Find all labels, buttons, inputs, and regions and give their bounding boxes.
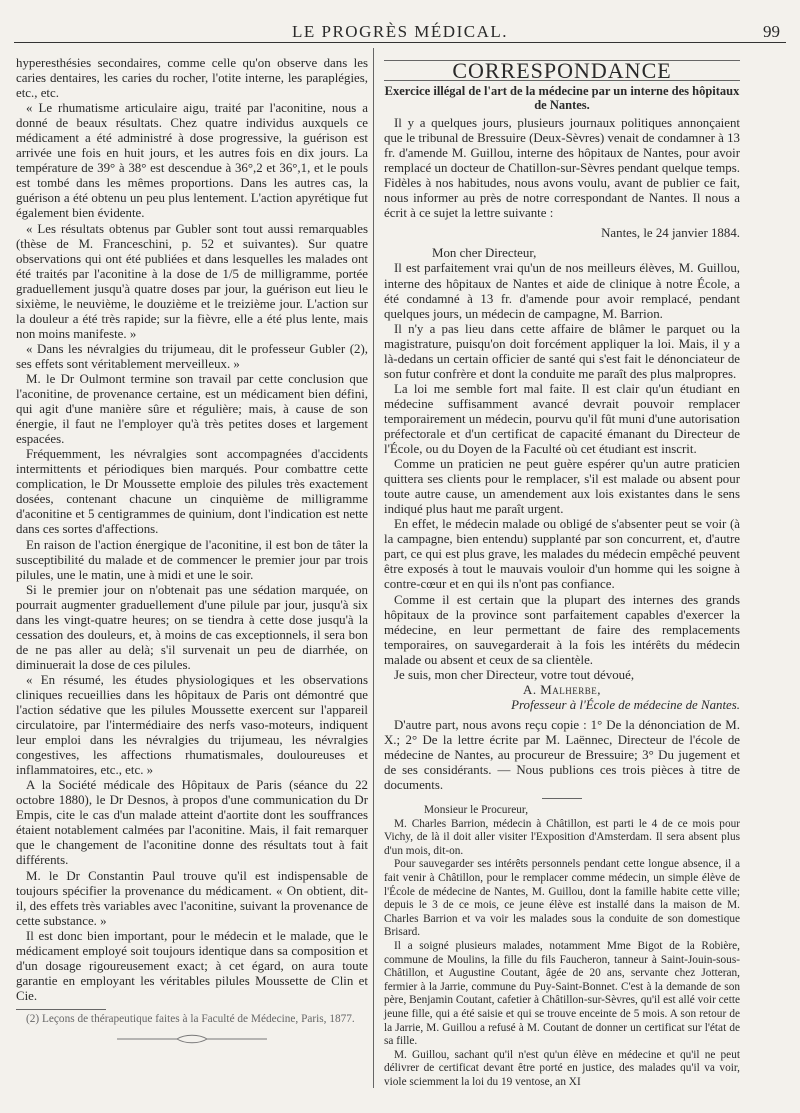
paragraph: Il est parfaitement vrai qu'un de nos meilleurs élèves, M. Guillou, interne des hôpitaux de Nantes et aide de clinique à notre École, a été condamné à 13 fr. d'amende pour avoir remplacé, pendant quelques jours, un médecin de campagne, M. Barrion. (384, 261, 740, 321)
paragraph: D'autre part, nous avons reçu copie : 1° De la dénonciation de M. X.; 2° De la lettre écrite par M. Laënnec, Directeur de l'école de médecine de Nantes, au procureur de Bressuire; 3° Du jugement et de ses considérants. — Nous publions ces trois pièces à titre de documents. (384, 717, 740, 793)
footnote: (2) Leçons de thérapeutique faites à la Faculté de Médecine, Paris, 1877. (26, 1012, 355, 1025)
paragraph: En raison de l'action énergique de l'aconitine, il est bon de tâter la susceptibilité du malade et de commencer le premier jour par trois pilules, une le matin, une à midi et une le soir. (16, 537, 368, 582)
footnote-rule (16, 1009, 106, 1010)
letter-date: Nantes, le 24 janvier 1884. (601, 226, 740, 241)
paragraph: M. le Dr Oulmont termine son travail par cette conclusion que l'aconitine, de provenance certaine, est un médicament bien défini, qui agit d'une manière sûre et régulière; mais, à cause de son énergie, il faut ne l'employer qu'à très petites doses et largement espacées. (16, 371, 368, 447)
column-divider (373, 48, 374, 1088)
right-column (384, 60, 740, 1090)
paragraph: Fréquemment, les névralgies sont accompagnées d'accidents intermittents et périodiques bien marqués. Pour combattre cette complication, le Dr Moussette emploie des pilules très exactement dosées, contenant chacune un cinquième de milligramme d'aconitine et 5 centigrammes de quinium, dont l'indication est nette dans ces sortes d'affections. (16, 447, 368, 537)
section-title: CORRESPONDANCE (384, 60, 740, 81)
letter-salutation: Mon cher Directeur, (432, 246, 537, 261)
paragraph: Pour sauvegarder ses intérêts personnels pendant cette longue absence, il a fait venir à Châtillon, pour le remplacer comme médecin, un simple élève de l'École de médecine de Nantes, M. Guillou, dont la famille habite cette ville; depuis le 3 de ce mois, ce jeune élève est installé dans la maison de M. Charles Barrion et va voir les malades sous la conduite de son domestique Brisard. (384, 858, 740, 939)
paragraph: La loi me semble fort mal faite. Il est clair qu'un étudiant en médecine suffisamment avancé devrait pouvoir remplacer temporairement un médecin, pourvu qu'il fût muni d'une autorisation préfectorale et d'un certificat de capacité émanant du Directeur de l'École, ou du Doyen de la Faculté où cet étudiant est inscrit. (384, 381, 740, 457)
paragraph: M. Charles Barrion, médecin à Châtillon, est parti le 4 de ce mois pour Vichy, de là il doit aller visiter l'Exposition d'Amsterdam. Il sera absent plus d'un mois, dit-on. (384, 817, 740, 857)
paragraph: hyperesthésies secondaires, comme celle qu'on observe dans les caries dentaires, les caries du rocher, l'otite interne, les paraplégies, etc., etc. (16, 56, 368, 101)
page-number: 99 (763, 22, 780, 41)
journal-title: LE PROGRÈS MÉDICAL. (292, 22, 508, 41)
header-rule (14, 42, 786, 43)
paragraph: « Les résultats obtenus par Gubler sont tout aussi remarquables (thèse de M. Franceschini, p. 52 et suivantes). Sur quatre observations qui ont été publiées et dans lesquelles les malades ont été traités par l'aconitine à la dose de 1/5 de milligramme, portée graduellement jusqu'à quatre doses par jour, la guérison eut lieu le sixième, le neuvième, le douzième et le treizième jour. L'action sur la douleur a été très rapide; sur la fièvre, elle a été plus lente, mais non moins manifeste. » (16, 221, 368, 341)
paragraph: En effet, le médecin malade ou obligé de s'absenter peut se voir (à la campagne, bien entendu) supplanté par son concurrent, et, d'autre part, ce qui est plus grave, les malades du médecin empêché peuvent être exposés à tout le mauvais vouloir d'un homme qui les soigne à contre-cœur et en qui ils n'ont pas confiance. (384, 517, 740, 592)
paragraph: Si le premier jour on n'obtenait pas une sédation marquée, on pourrait augmenter graduellement d'une pilule par jour, jusqu'à six dans les vingt-quatre heures; on se tiendra à cette dose jusqu'à la cessation des douleurs, et, à moins de cas exceptionnels, il sera bon de ne pas aller au delà; s'il survenait un peu de diarrhée, on diminuerait la dose de ces pilules. (16, 582, 368, 672)
paragraph: M. Guillou, sachant qu'il n'est qu'un élève en médecine et qu'il ne peut délivrer de certificat devant être porté en justice, des malades qu'il va voir, viole sciemment la loi du 19 ventose, an XI (384, 1048, 740, 1088)
paragraph: A la Société médicale des Hôpitaux de Paris (séance du 22 octobre 1880), le Dr Desnos, à propos d'une communication du Dr Empis, cite le cas d'un malade atteint d'aortite dont les souffrances étaient notablement calmées par l'aconitine. Mais, il fait remarquer que le changement de l'aconitine donne des résultats tout à fait différents. (16, 778, 368, 868)
paragraph: « En résumé, les études physiologiques et les observations cliniques recueillies dans les hôpitaux de Paris ont démontré que l'action sédative que les pilules Moussette exercent sur l'appareil circulatoire, par l'intermédiaire des nerfs vaso-moteurs, indiquent leur emploi dans les névralgies du trijumeau, les névralgies congestives, les affections rhumatismales, douloureuses et inflammatoires, etc., etc. » (16, 672, 368, 778)
signature: A. Malherbe, (523, 682, 601, 697)
ornament-divider (16, 1033, 368, 1045)
paragraph: Comme il est certain que la plupart des internes des grands hôpitaux de la province sont parfaitement capables d'exercer la médecine, en leur permettant de faire des remplacements temporaires, on sauvegarderait à la fois les intérêts du médecin malade ou absent et ceux de sa clientèle. (384, 592, 740, 667)
letter-closing: Je suis, mon cher Directeur, votre tout dévoué, (394, 667, 635, 682)
article-subtitle: Exercice illégal de l'art de la médecine par un interne des hôpitaux de Nantes. (384, 84, 740, 113)
paragraph: Il n'y a pas lieu dans cette affaire de blâmer le parquet ou la magistrature, puisqu'on doit forcément appliquer la loi. Mais, il y a là-dedans un certain officier de santé qui s'est fait le dénonciateur de son futur confrère et dont la conduite me paraît des plus malpropres. (384, 321, 740, 381)
paragraph: « Le rhumatisme articulaire aigu, traité par l'aconitine, nous a donné de beaux résultats. Chez quatre individus auxquels ce médicament a été administré à dose progressive, la guérison est arrivée une fois en huit jours, et les autres fois en dix jours. La température de 39° à 38° est descendue à 36°,2 et 36°,1, et le pouls est tombé dans les mêmes proportions. Dans les autres cas, la guérison a été obtenu un peu plus lentement. L'action apyrétique fut également bien évidente. (16, 101, 368, 221)
left-column (16, 56, 368, 1045)
section-rule (542, 798, 582, 799)
paragraph: Il y a quelques jours, plusieurs journaux politiques annonçaient que le tribunal de Bressuire (Deux-Sèvres) venait de condamner à 13 fr. d'amende M. Guillou, interne des hôpitaux de Nantes, pour avoir remplacé un docteur de Chatillon-sur-Sèvres pendant quelque temps. Fidèles à nos habitudes, nous avons voulu, avant de publier ce fait, nous informer au près de notre correspondant de Nantes. Il nous a écrit à ce sujet la lettre suivante : (384, 116, 740, 221)
page-header (0, 0, 800, 46)
signature-title: Professeur à l'École de médecine de Nantes. (511, 697, 740, 712)
paragraph: Comme un praticien ne peut guère espérer qu'un autre praticien quittera ses clients pour le remplacer, s'il est malade ou absent pour toute autre cause, un amendement aux lois existantes dans le sens indiqué plus haut me paraît urgent. (384, 457, 740, 517)
paragraph: Il est donc bien important, pour le médecin et le malade, que le médicament employé soit toujours identique dans sa composition et d'un dosage rigoureusement exact; à cet égard, on aura toute garantie en employant les véritables pilules Moussette de Clin et Cie. (16, 928, 368, 1003)
paragraph: M. le Dr Constantin Paul trouve qu'il est indispensable de toujours spécifier la provenance du médicament. « On obtient, dit-il, des effets très variables avec l'aconitine, suivant la provenance de cette substance. » (16, 868, 368, 928)
paragraph: « Dans les névralgies du trijumeau, dit le professeur Gubler (2), ses effets sont véritablement merveilleux. » (16, 341, 368, 371)
paragraph: Il a soigné plusieurs malades, notamment Mme Bigot de la Robière, commune de Moulins, la fille du fils Faucheron, tanneur à Saint-Jouin-sous-Châtillon, et Augustine Coutant, âgée de 20 ans, servante chez Jotteran, fermier à la Jarrie, commune du Puy-Saint-Bonnet. C'est à la demande de son père, Benjamin Coutant, cafetier à Châtillon-sur-Sèvres, qu'il est allé voir cette jeune fille, qui a été saisie et qui se trouve enceinte de 5 mois. A son retour de la Jarrie, M. Guillou a refusé à M. Coutant de donner un certificat sur l'état de sa fille. (384, 940, 740, 1048)
letter-salutation: Monsieur le Procureur, (424, 804, 529, 817)
